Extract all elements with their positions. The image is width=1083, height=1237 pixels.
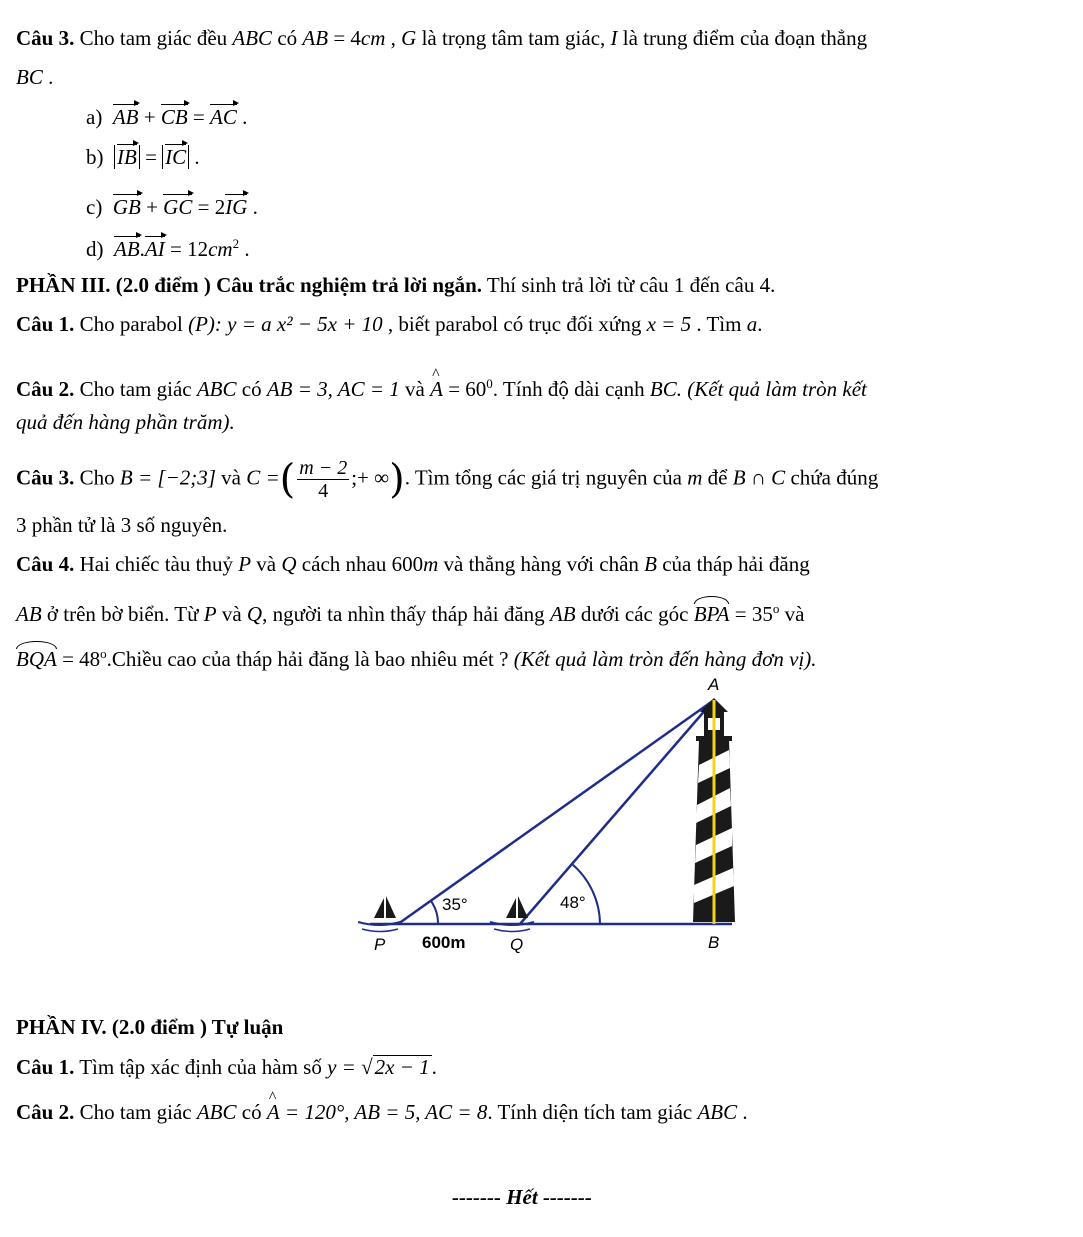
label-b: B (708, 933, 720, 952)
p3-q2-line1: Câu 2. Cho tam giác ABC có AB = 3, AC = 1 và ^ $A = 60^0$. Tính độ dài cạnh BC. (Kết quả làm tròn kết (16, 370, 867, 403)
q3-head: Câu 3. (16, 26, 75, 50)
lighthouse-icon (693, 698, 735, 924)
end-marker: ------- Hết ------- (452, 1185, 592, 1209)
q3-option-a: a) AB + CB = AC . (86, 105, 248, 129)
angle-arc-p (431, 901, 438, 924)
distance-label: 600m (422, 933, 466, 952)
p3-q4-line1: Câu 4. Hai chiếc tàu thuỷ P và Q cách nhau 600m và thẳng hàng với chân B của tháp hải đăng (16, 552, 810, 576)
q3-line1: Câu 3. Cho tam giác đều ABC có AB = 4cm , G là trọng tâm tam giác, I là trung điểm của đoạn thẳng (16, 26, 868, 50)
p3-q1: Câu 1. Cho parabol (P): y = a x² − 5x + 10 , biết parabol có trục đối xứng x = 5 . Tìm a. (16, 312, 763, 336)
lighthouse-figure (330, 670, 770, 970)
part4-title: PHẦN IV. (2.0 điểm ) Tự luận (16, 1015, 284, 1039)
sight-line-q (520, 700, 714, 924)
label-a: A (708, 675, 720, 694)
q3-option-c: c) GB + GC = 2IG . (86, 195, 258, 219)
angle-35-label: 35° (442, 895, 468, 914)
boat-p-icon (358, 896, 400, 932)
label-q: Q (510, 935, 524, 954)
q3-option-d: d) $AB.AI = 12cm^2$ . (86, 236, 250, 261)
p3-q4-line3: BQA = $48^o.Chiều$ cao của tháp hải đăng là bao nhiêu mét ? (Kết quả làm tròn đến hàng đơn vị). (16, 646, 817, 671)
q3-line2: BC . (16, 65, 54, 89)
label-p: P (374, 935, 386, 954)
p3-q4-line2: AB ở trên bờ biển. Từ P và Q, người ta nhìn thấy tháp hải đăng AB dưới các góc BPA = $35^o$ và (16, 601, 805, 626)
q3-option-b: b) IB = IC . (86, 145, 200, 169)
part3-title: PHẦN III. (2.0 điểm ) Câu trắc nghiệm trả lời ngắn. Thí sinh trả lời từ câu 1 đến câu 4. (16, 273, 776, 297)
sight-line-p (398, 700, 714, 924)
p4-q2: Câu 2. Cho tam giác ABC có ^ A = 120°, AB = 5, AC = 8. Tính diện tích tam giác ABC . (16, 1098, 748, 1126)
p3-q3-line1: Câu 3. Cho B = [−2;3] và C =( $\frac{m - 2}{4}$ ;+ ∞). Tìm tổng các giá trị nguyên của m để B ∩ C chứa đúng (16, 456, 879, 503)
angle-48-label: 48° (560, 893, 586, 912)
p4-q1: Câu 1. Tìm tập xác định của hàm số y = √2x − 1. (16, 1055, 437, 1079)
p3-q3-line2: 3 phần tử là 3 số nguyên. (16, 513, 228, 537)
p3-q2-line2: quả đến hàng phần trăm). (16, 410, 235, 434)
